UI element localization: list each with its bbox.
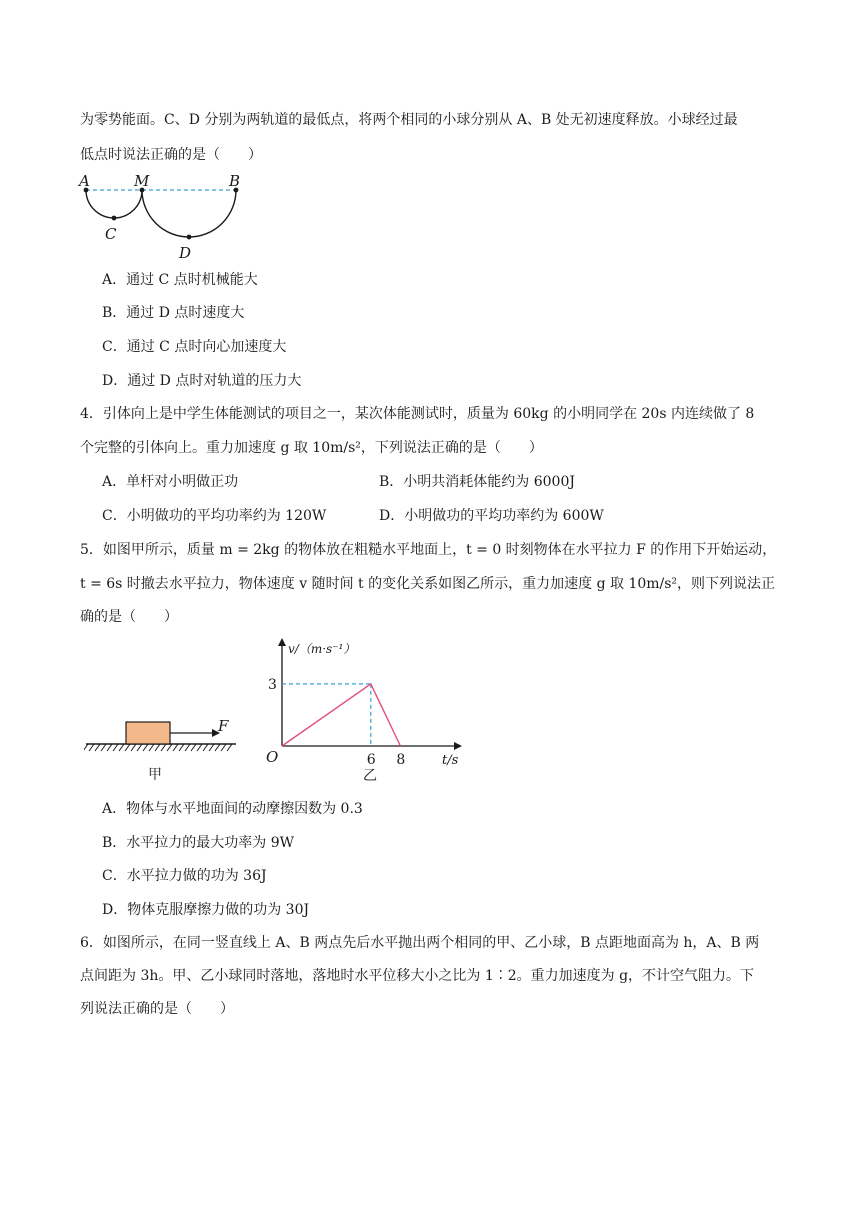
q3-track-figure — [76, 168, 256, 262]
x-tick-label-8: 8 — [396, 752, 406, 768]
hatch-mark — [203, 744, 208, 751]
q4-option-a[interactable]: A．单杆对小明做正功 — [102, 474, 239, 490]
hatch-mark — [221, 744, 226, 751]
q6-stem-line2: 点间距为 3h。甲、乙小球同时落地，落地时水平位移大小之比为 1∶2。重力加速度为 g，不计空气阻力。下 — [80, 968, 755, 984]
q3-point-c-dot — [112, 216, 117, 221]
q4-option-c[interactable]: C．小明做功的平均功率约为 120W — [102, 508, 327, 524]
velocity-series-line — [282, 684, 400, 746]
q3-label-c: C — [105, 225, 117, 243]
q5-stem-line3: 确的是（ ） — [80, 609, 178, 625]
figure-jia-caption: 甲 — [148, 767, 162, 783]
q3-stem-line1: 为零势能面。C、D 分别为两轨道的最低点，将两个相同的小球分别从 A、B 处无初速度释放。小球经过最 — [80, 112, 738, 128]
hatch-mark — [125, 744, 130, 751]
hatch-mark — [107, 744, 112, 751]
q5-option-b[interactable]: B．水平拉力的最大功率为 9W — [102, 835, 295, 851]
q5-figure-jia — [84, 712, 244, 784]
q5-stem-line1: 5．如图甲所示，质量 m = 2kg 的物体放在粗糙水平地面上，t = 0 时刻物体在水平拉力 F 的作用下开始运动， — [80, 542, 777, 558]
q4-option-b[interactable]: B．小明共消耗体能约为 6000J — [379, 474, 575, 490]
hatch-mark — [209, 744, 214, 751]
hatch-mark — [197, 744, 202, 751]
hatch-mark — [119, 744, 124, 751]
hatch-mark — [185, 744, 190, 751]
q3-label-b: B — [229, 172, 241, 190]
q3-large-track — [142, 190, 236, 237]
q5-stem-line2: t = 6s 时撤去水平拉力，物体速度 v 随时间 t 的变化关系如图乙所示，重力加速度 g 取 10m/s²，则下列说法正 — [80, 576, 776, 592]
q3-point-d-dot — [187, 235, 192, 240]
hatch-mark — [191, 744, 196, 751]
hatch-mark — [131, 744, 136, 751]
hatch-mark — [143, 744, 148, 751]
hatch-mark — [95, 744, 100, 751]
q3-option-b[interactable]: B．通过 D 点时速度大 — [102, 305, 245, 321]
q5-option-a[interactable]: A．物体与水平地面间的动摩擦因数为 0.3 — [102, 801, 363, 817]
hatch-mark — [155, 744, 160, 751]
q5-option-d[interactable]: D．物体克服摩擦力做的功为 30J — [102, 902, 310, 918]
q3-small-track — [86, 190, 142, 218]
hatch-mark — [167, 744, 172, 751]
origin-label: O — [266, 748, 279, 766]
hatch-mark — [137, 744, 142, 751]
hatch-mark — [113, 744, 118, 751]
y-axis-label: v/（m·s⁻¹） — [288, 642, 356, 656]
q5-vt-chart — [262, 632, 472, 782]
q3-label-a: A — [79, 172, 90, 190]
hatch-mark — [161, 744, 166, 751]
q6-stem-line1: 6．如图所示，在同一竖直线上 A、B 两点先后水平抛出两个相同的甲、乙小球，B 点距地面高为 h，A、B 两 — [80, 935, 760, 951]
q4-stem-line1: 4．引体向上是中学生体能测试的项目之一，某次体能测试时，质量为 60kg 的小明同学在 20s 内连续做了 8 — [80, 406, 755, 422]
figure-yi-caption: 乙 — [363, 768, 377, 782]
ground-hatching — [84, 744, 232, 751]
hatch-mark — [227, 744, 232, 751]
x-axis-arrow — [454, 742, 462, 750]
q3-option-c[interactable]: C．通过 C 点时向心加速度大 — [102, 339, 287, 355]
x-axis-label: t/s — [442, 753, 459, 768]
q3-stem-line2: 低点时说法正确的是（ ） — [80, 147, 262, 163]
force-label: F — [218, 717, 229, 735]
q5-option-c[interactable]: C．水平拉力做的功为 36J — [102, 868, 267, 884]
y-axis-arrow — [278, 638, 286, 646]
q3-label-d: D — [179, 244, 192, 262]
q3-label-m: M — [134, 172, 150, 190]
hatch-mark — [84, 744, 88, 751]
hatch-mark — [215, 744, 220, 751]
hatch-mark — [101, 744, 106, 751]
block — [126, 722, 170, 744]
q6-stem-line3: 列说法正确的是（ ） — [80, 1001, 234, 1017]
hatch-mark — [89, 744, 94, 751]
x-tick-label-6: 6 — [366, 752, 376, 768]
q4-option-d[interactable]: D．小明做功的平均功率约为 600W — [379, 508, 604, 524]
y-tick-label-3: 3 — [268, 676, 277, 693]
q3-option-d[interactable]: D．通过 D 点时对轨道的压力大 — [102, 373, 302, 389]
q4-stem-line2: 个完整的引体向上。重力加速度 g 取 10m/s²，下列说法正确的是（ ） — [80, 440, 543, 456]
q3-option-a[interactable]: A．通过 C 点时机械能大 — [102, 272, 258, 288]
hatch-mark — [149, 744, 154, 751]
hatch-mark — [179, 744, 184, 751]
hatch-mark — [173, 744, 178, 751]
